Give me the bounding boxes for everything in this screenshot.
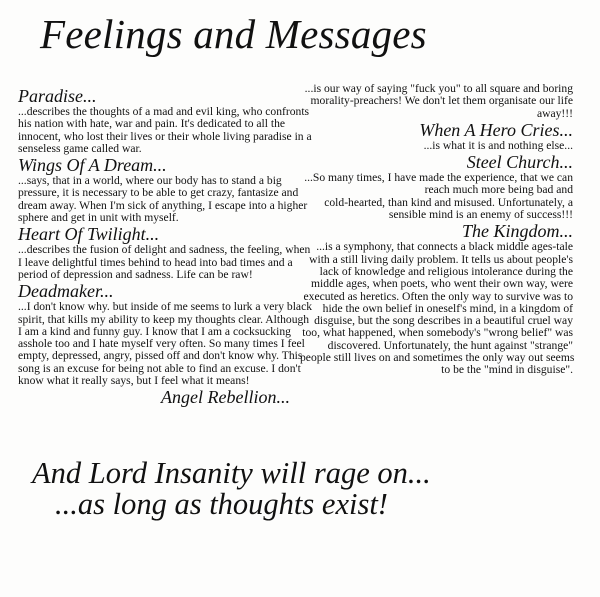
song-description-line: disguise, but the song describes in a beautiful cruel way [314,314,573,328]
song-description-line: I am a kind and funny guy. I know that I am a cocksucking [18,324,291,338]
right-column [300,83,573,377]
closing-line-2: ...as long as thoughts exist! [55,487,388,521]
song-description-line: middle ages, when poets, who went their own way, were [311,277,573,291]
song-description-line: to be the "mind in disguise". [441,363,573,377]
song-description-line: know what it really says, but I feel what it means! [18,374,250,388]
song-heading: When A Hero Cries... [419,119,573,140]
song-description-line: dream away. When I'm sick of anything, I escape into a higher [18,198,308,212]
song-description-line: hide the own belief in oneself's mind, in a kingdom of [322,301,573,315]
song-heading: Heart Of Twilight... [18,224,160,245]
song-description-line: ...I don't know why. but inside of me seems to lurk a very black [18,300,313,314]
song-description-line: ...is our way of saying "fuck you" to all square and boring [304,82,573,95]
song-description-line: ...says, that in a world, where our body has to stand a big [18,174,282,188]
song-description-line: lack of knowledge and religious intolerance during the [319,264,573,278]
song-description-line: discovered. Unfortunately, the hunt against "strange" [327,338,573,352]
song-description-line: spirit, that kills my ability to keep my thoughts clear. Although [18,312,310,326]
song-description-line: ...is what it is and nothing else... [423,138,573,152]
song-description-line: empty, depressed, angry, pissed off and don't know why. This [18,349,303,363]
song-description-line: morality-preachers! We don't let them organisate our life [310,94,573,108]
song-description-line: ...describes the thoughts of a mad and evil king, who confronts [18,105,310,118]
song-description-line: executed as heretics. Often the only way to survive was to [303,289,573,303]
closing-line-1: And Lord Insanity will rage on... [32,456,431,490]
song-description-line: ...describes the fusion of delight and sadness, the feeling, when [18,243,311,257]
song-description-line: sensible mind is an enemy of success!!! [388,208,573,222]
song-description-line: with a still living daily problem. It tells us about people's [309,252,573,266]
song-heading: Steel Church... [466,152,573,173]
song-description-line: cold-hearted, than kind and misused. Unfortunately, a [324,195,573,209]
song-heading: The Kingdom... [461,221,573,242]
song-description-line: song is an excuse for being not able to find an excuse. I don't [18,361,301,375]
song-description-line: period of depression and sadness. Life can be raw! [18,267,253,281]
song-description-line: senseless game called war. [18,141,142,155]
song-description-line: ...is a symphony, that connects a black middle ages-tale [316,240,573,254]
song-heading: Paradise... [18,86,97,106]
song-heading: Wings Of A Dream... [18,155,167,176]
song-description-line: people still lives on and sometimes the only way out seems [300,351,575,365]
song-description-line: too, what happened, when somebody's "wrong belief" was [302,326,573,340]
song-description-line: I leave delightful times behind to head into bad times and a [18,255,293,269]
page-title: Feelings and Messages [40,11,427,57]
song-description-line: ...So many times, I have made the experience, that we can [304,171,573,185]
song-description-line: his nation with hate, war and pain. It's dedicated to all the [18,117,286,131]
left-column [18,86,313,408]
song-heading: Deadmaker... [18,281,114,302]
signoff-heading: Angel Rebellion... [161,387,290,408]
song-description-line: sphere and get in unit with myself. [18,211,179,225]
song-description-line: pressure, it is necessary to be able to get crazy, fantasize and [18,186,299,200]
song-description-line: reach much more being bad and [424,183,573,197]
song-description-line: asshole too and I hate myself very often. So many times I feel [18,337,305,351]
song-description-line: away!!! [536,106,573,120]
song-description-line: innocent, who lost their lives or their whole living paradise in a [18,129,312,143]
